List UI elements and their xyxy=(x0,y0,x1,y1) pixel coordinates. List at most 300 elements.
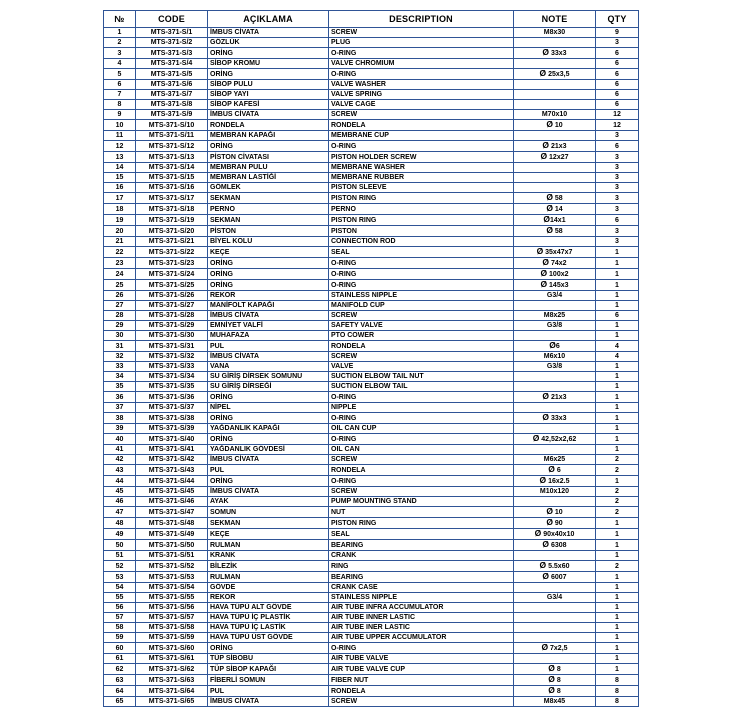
cell-qty: 2 xyxy=(596,455,639,465)
cell-note: M8x30 xyxy=(514,28,596,38)
cell-description: O-RING xyxy=(329,269,514,280)
diameter-symbol: Ø xyxy=(542,140,550,150)
cell-qty: 1 xyxy=(596,382,639,392)
cell-qty: 6 xyxy=(596,90,639,100)
cell-note xyxy=(514,497,596,507)
cell-note: Ø 90 xyxy=(514,518,596,529)
cell-qty: 1 xyxy=(596,403,639,413)
table-row xyxy=(104,331,639,341)
table-row xyxy=(104,686,639,697)
cell-qty: 1 xyxy=(596,413,639,424)
cell-no: 50 xyxy=(104,540,136,551)
cell-aciklama: HAVA TÜPÜ İÇ PLASTİK xyxy=(208,613,329,623)
diameter-symbol: Ø xyxy=(546,517,553,527)
cell-code: MTS-371-S/8 xyxy=(136,100,208,110)
diameter-symbol: Ø xyxy=(540,268,548,278)
cell-qty: 1 xyxy=(596,583,639,593)
table-row xyxy=(104,141,639,152)
cell-aciklama: SEKMAN xyxy=(208,518,329,529)
diameter-symbol: Ø xyxy=(542,571,550,581)
diameter-symbol: Ø xyxy=(542,391,550,401)
cell-no: 61 xyxy=(104,654,136,664)
cell-note: Ø 12x27 xyxy=(514,152,596,163)
cell-aciklama: SEKMAN xyxy=(208,215,329,226)
cell-qty: 1 xyxy=(596,540,639,551)
cell-note: Ø 8 xyxy=(514,664,596,675)
cell-qty: 1 xyxy=(596,551,639,561)
cell-qty: 9 xyxy=(596,28,639,38)
cell-qty: 3 xyxy=(596,131,639,141)
cell-qty: 6 xyxy=(596,80,639,90)
table-row xyxy=(104,247,639,258)
diameter-symbol: Ø xyxy=(536,246,544,256)
cell-description: OIL CAN xyxy=(329,445,514,455)
cell-description: PISTON xyxy=(329,226,514,237)
cell-description: AIR TUBE INNER LASTIC xyxy=(329,613,514,623)
cell-qty: 1 xyxy=(596,633,639,643)
cell-qty: 1 xyxy=(596,301,639,311)
cell-description: NUT xyxy=(329,507,514,518)
table-row xyxy=(104,623,639,633)
cell-description: SCREW xyxy=(329,311,514,321)
cell-description: RONDELA xyxy=(329,686,514,697)
cell-note: Ø 6007 xyxy=(514,572,596,583)
cell-qty: 6 xyxy=(596,141,639,152)
diameter-symbol: Ø xyxy=(548,464,555,474)
cell-qty: 2 xyxy=(596,487,639,497)
cell-note: M6x10 xyxy=(514,352,596,362)
cell-aciklama: PİSTON xyxy=(208,226,329,237)
cell-code: MTS-371-S/50 xyxy=(136,540,208,551)
cell-description: VALVE CAGE xyxy=(329,100,514,110)
table-row xyxy=(104,675,639,686)
table-row xyxy=(104,455,639,465)
cell-qty: 1 xyxy=(596,258,639,269)
cell-description: SCREW xyxy=(329,110,514,120)
cell-aciklama: BİYEL KOLU xyxy=(208,237,329,247)
cell-no: 36 xyxy=(104,392,136,403)
cell-no: 25 xyxy=(104,280,136,291)
cell-description: O-RING xyxy=(329,280,514,291)
cell-code: MTS-371-S/51 xyxy=(136,551,208,561)
table-row xyxy=(104,291,639,301)
cell-description: RONDELA xyxy=(329,120,514,131)
cell-note: Ø 8 xyxy=(514,675,596,686)
cell-code: MTS-371-S/32 xyxy=(136,352,208,362)
cell-no: 28 xyxy=(104,311,136,321)
cell-no: 2 xyxy=(104,38,136,48)
cell-description: SUCTION ELBOW TAIL NUT xyxy=(329,372,514,382)
cell-no: 31 xyxy=(104,341,136,352)
cell-code: MTS-371-S/46 xyxy=(136,497,208,507)
cell-code: MTS-371-S/15 xyxy=(136,173,208,183)
cell-qty: 3 xyxy=(596,237,639,247)
cell-code: MTS-371-S/63 xyxy=(136,675,208,686)
cell-code: MTS-371-S/4 xyxy=(136,59,208,69)
cell-no: 43 xyxy=(104,465,136,476)
cell-note xyxy=(514,583,596,593)
cell-no: 48 xyxy=(104,518,136,529)
table-row xyxy=(104,664,639,675)
cell-code: MTS-371-S/64 xyxy=(136,686,208,697)
cell-no: 14 xyxy=(104,163,136,173)
cell-description: MEMBRANE CUP xyxy=(329,131,514,141)
cell-note xyxy=(514,131,596,141)
cell-description: VALVE xyxy=(329,362,514,372)
cell-code: MTS-371-S/25 xyxy=(136,280,208,291)
cell-aciklama: SU GİRİŞ DİRSEĞİ xyxy=(208,382,329,392)
cell-code: MTS-371-S/28 xyxy=(136,311,208,321)
cell-aciklama: AYAK xyxy=(208,497,329,507)
cell-code: MTS-371-S/34 xyxy=(136,372,208,382)
cell-qty: 4 xyxy=(596,341,639,352)
cell-description: SCREW xyxy=(329,697,514,707)
cell-code: MTS-371-S/9 xyxy=(136,110,208,120)
cell-aciklama: ORİNG xyxy=(208,48,329,59)
cell-no: 12 xyxy=(104,141,136,152)
cell-description: NIPPLE xyxy=(329,403,514,413)
cell-qty: 6 xyxy=(596,48,639,59)
cell-qty: 1 xyxy=(596,372,639,382)
cell-code: MTS-371-S/29 xyxy=(136,321,208,331)
cell-qty: 2 xyxy=(596,497,639,507)
table-row xyxy=(104,269,639,280)
cell-qty: 2 xyxy=(596,561,639,572)
cell-no: 13 xyxy=(104,152,136,163)
cell-description: VALVE CHROMIUM xyxy=(329,59,514,69)
cell-aciklama: NİPEL xyxy=(208,403,329,413)
column-header-aciklama: AÇIKLAMA xyxy=(208,11,329,28)
cell-no: 51 xyxy=(104,551,136,561)
table-row xyxy=(104,110,639,120)
table-row xyxy=(104,593,639,603)
cell-no: 38 xyxy=(104,413,136,424)
cell-description: PISTON SLEEVE xyxy=(329,183,514,193)
cell-description: RING xyxy=(329,561,514,572)
cell-aciklama: VANA xyxy=(208,362,329,372)
table-row xyxy=(104,237,639,247)
cell-no: 46 xyxy=(104,497,136,507)
cell-aciklama: SOMUN xyxy=(208,507,329,518)
column-header-qty: QTY xyxy=(596,11,639,28)
cell-description: O-RING xyxy=(329,141,514,152)
cell-aciklama: ORİNG xyxy=(208,413,329,424)
cell-description: AIR TUBE UPPER ACCUMULATOR xyxy=(329,633,514,643)
cell-note: Ø 74x2 xyxy=(514,258,596,269)
cell-description: MEMBRANE WASHER xyxy=(329,163,514,173)
cell-note: Ø 6308 xyxy=(514,540,596,551)
cell-note xyxy=(514,237,596,247)
cell-code: MTS-371-S/57 xyxy=(136,613,208,623)
diameter-symbol: Ø xyxy=(546,119,553,129)
cell-code: MTS-371-S/47 xyxy=(136,507,208,518)
cell-aciklama: SİBOP KROMU xyxy=(208,59,329,69)
cell-aciklama: YAĞDANLIK GÖVDESİ xyxy=(208,445,329,455)
cell-description: O-RING xyxy=(329,392,514,403)
cell-aciklama: KEÇE xyxy=(208,247,329,258)
cell-code: MTS-371-S/48 xyxy=(136,518,208,529)
cell-description: PTO COWER xyxy=(329,331,514,341)
cell-aciklama: İMBUS CİVATA xyxy=(208,110,329,120)
cell-code: MTS-371-S/35 xyxy=(136,382,208,392)
cell-aciklama: REKOR xyxy=(208,291,329,301)
cell-aciklama: EMNİYET VALFİ xyxy=(208,321,329,331)
cell-aciklama: PUL xyxy=(208,341,329,352)
cell-description: PLUG xyxy=(329,38,514,48)
cell-note xyxy=(514,372,596,382)
cell-aciklama: SİBOP YAYI xyxy=(208,90,329,100)
table-row xyxy=(104,28,639,38)
cell-note xyxy=(514,623,596,633)
cell-no: 22 xyxy=(104,247,136,258)
cell-aciklama: FİBERLİ SOMUN xyxy=(208,675,329,686)
cell-no: 23 xyxy=(104,258,136,269)
cell-note: Ø 58 xyxy=(514,226,596,237)
diameter-symbol: Ø xyxy=(546,225,553,235)
table-row xyxy=(104,372,639,382)
cell-no: 34 xyxy=(104,372,136,382)
table-row xyxy=(104,131,639,141)
cell-no: 15 xyxy=(104,173,136,183)
table-row xyxy=(104,487,639,497)
cell-no: 39 xyxy=(104,424,136,434)
cell-code: MTS-371-S/26 xyxy=(136,291,208,301)
cell-qty: 3 xyxy=(596,173,639,183)
cell-note: M70x10 xyxy=(514,110,596,120)
cell-code: MTS-371-S/30 xyxy=(136,331,208,341)
cell-no: 5 xyxy=(104,69,136,80)
cell-note: G3/8 xyxy=(514,362,596,372)
cell-qty: 1 xyxy=(596,518,639,529)
cell-no: 30 xyxy=(104,331,136,341)
diameter-symbol: Ø xyxy=(540,279,548,289)
cell-code: MTS-371-S/62 xyxy=(136,664,208,675)
cell-description: O-RING xyxy=(329,413,514,424)
cell-aciklama: PERNO xyxy=(208,204,329,215)
table-row xyxy=(104,561,639,572)
cell-code: MTS-371-S/12 xyxy=(136,141,208,152)
cell-code: MTS-371-S/55 xyxy=(136,593,208,603)
table-row xyxy=(104,583,639,593)
cell-aciklama: HAVA TÜPÜ ÜST GÖVDE xyxy=(208,633,329,643)
cell-no: 32 xyxy=(104,352,136,362)
table-row xyxy=(104,413,639,424)
table-header-row xyxy=(104,11,639,28)
cell-qty: 1 xyxy=(596,445,639,455)
cell-note xyxy=(514,445,596,455)
cell-note: G3/8 xyxy=(514,321,596,331)
cell-description: SUCTION ELBOW TAIL xyxy=(329,382,514,392)
cell-description: SCREW xyxy=(329,28,514,38)
table-row xyxy=(104,497,639,507)
cell-no: 49 xyxy=(104,529,136,540)
cell-description: BEARING xyxy=(329,572,514,583)
cell-no: 40 xyxy=(104,434,136,445)
table-row xyxy=(104,311,639,321)
cell-qty: 1 xyxy=(596,572,639,583)
cell-note xyxy=(514,424,596,434)
cell-aciklama: İMBUS CİVATA xyxy=(208,455,329,465)
table-row xyxy=(104,120,639,131)
diameter-symbol: Ø xyxy=(546,192,553,202)
cell-description: O-RING xyxy=(329,476,514,487)
cell-code: MTS-371-S/54 xyxy=(136,583,208,593)
cell-aciklama: MEMBRAN LASTİĞİ xyxy=(208,173,329,183)
cell-description: CRANK CASE xyxy=(329,583,514,593)
cell-note: Ø 21x3 xyxy=(514,141,596,152)
cell-description: CONNECTION ROD xyxy=(329,237,514,247)
cell-note: Ø 145x3 xyxy=(514,280,596,291)
cell-qty: 3 xyxy=(596,204,639,215)
cell-qty: 12 xyxy=(596,110,639,120)
cell-code: MTS-371-S/1 xyxy=(136,28,208,38)
table-row xyxy=(104,540,639,551)
cell-note: Ø 100x2 xyxy=(514,269,596,280)
cell-aciklama: REKOR xyxy=(208,593,329,603)
cell-code: MTS-371-S/36 xyxy=(136,392,208,403)
cell-description: STAINLESS NIPPLE xyxy=(329,593,514,603)
cell-no: 18 xyxy=(104,204,136,215)
cell-aciklama: ORİNG xyxy=(208,434,329,445)
cell-code: MTS-371-S/23 xyxy=(136,258,208,269)
table-row xyxy=(104,434,639,445)
cell-note: Ø6 xyxy=(514,341,596,352)
cell-no: 7 xyxy=(104,90,136,100)
cell-note xyxy=(514,551,596,561)
cell-note: G3/4 xyxy=(514,593,596,603)
cell-aciklama: GÖZLÜK xyxy=(208,38,329,48)
cell-qty: 1 xyxy=(596,664,639,675)
table-row xyxy=(104,352,639,362)
cell-qty: 6 xyxy=(596,59,639,69)
table-row xyxy=(104,48,639,59)
cell-description: O-RING xyxy=(329,48,514,59)
cell-no: 9 xyxy=(104,110,136,120)
cell-description: MANIFOLD CUP xyxy=(329,301,514,311)
cell-note xyxy=(514,38,596,48)
table-row xyxy=(104,90,639,100)
cell-note: Ø 25x3,5 xyxy=(514,69,596,80)
cell-no: 11 xyxy=(104,131,136,141)
cell-note xyxy=(514,382,596,392)
cell-no: 45 xyxy=(104,487,136,497)
cell-note xyxy=(514,163,596,173)
cell-aciklama: İMBUS CİVATA xyxy=(208,311,329,321)
diameter-symbol: Ø xyxy=(532,433,540,443)
cell-aciklama: ORİNG xyxy=(208,476,329,487)
cell-no: 27 xyxy=(104,301,136,311)
cell-qty: 6 xyxy=(596,215,639,226)
cell-aciklama: MANİFOLT KAPAĞI xyxy=(208,301,329,311)
cell-note: Ø 90x40x10 xyxy=(514,529,596,540)
cell-no: 26 xyxy=(104,291,136,301)
diameter-symbol: Ø xyxy=(539,475,547,485)
cell-no: 10 xyxy=(104,120,136,131)
cell-aciklama: İMBUS CİVATA xyxy=(208,697,329,707)
table-row xyxy=(104,445,639,455)
cell-aciklama: HAVA TÜPÜ İÇ LASTİK xyxy=(208,623,329,633)
cell-aciklama: TÜP SİBOBU xyxy=(208,654,329,664)
cell-qty: 2 xyxy=(596,507,639,518)
cell-aciklama: ORİNG xyxy=(208,280,329,291)
cell-qty: 8 xyxy=(596,697,639,707)
cell-qty: 12 xyxy=(596,120,639,131)
table-row xyxy=(104,183,639,193)
cell-code: MTS-371-S/59 xyxy=(136,633,208,643)
table-row xyxy=(104,518,639,529)
cell-qty: 1 xyxy=(596,291,639,301)
cell-note xyxy=(514,603,596,613)
table-row xyxy=(104,341,639,352)
cell-code: MTS-371-S/44 xyxy=(136,476,208,487)
cell-description: O-RING xyxy=(329,434,514,445)
diameter-symbol: Ø xyxy=(548,674,555,684)
table-row xyxy=(104,654,639,664)
table-row xyxy=(104,80,639,90)
cell-code: MTS-371-S/61 xyxy=(136,654,208,664)
cell-description: BEARING xyxy=(329,540,514,551)
cell-note xyxy=(514,173,596,183)
cell-code: MTS-371-S/2 xyxy=(136,38,208,48)
cell-aciklama: SİBOP PULU xyxy=(208,80,329,90)
cell-description: PISTON RING xyxy=(329,215,514,226)
cell-description: VALVE WASHER xyxy=(329,80,514,90)
column-header-description: DESCRIPTION xyxy=(329,11,514,28)
diameter-symbol: Ø xyxy=(542,539,550,549)
diameter-symbol: Ø xyxy=(542,412,550,422)
cell-description: PISTON RING xyxy=(329,518,514,529)
cell-qty: 1 xyxy=(596,654,639,664)
cell-no: 52 xyxy=(104,561,136,572)
cell-aciklama: TÜP SİBOP KAPAĞI xyxy=(208,664,329,675)
cell-no: 4 xyxy=(104,59,136,69)
diameter-symbol: Ø xyxy=(534,528,542,538)
cell-description: O-RING xyxy=(329,69,514,80)
cell-code: MTS-371-S/33 xyxy=(136,362,208,372)
cell-code: MTS-371-S/60 xyxy=(136,643,208,654)
table-row xyxy=(104,382,639,392)
cell-aciklama: PİSTON CİVATASI xyxy=(208,152,329,163)
cell-note xyxy=(514,90,596,100)
table-row xyxy=(104,424,639,434)
cell-aciklama: HAVA TÜPÜ ALT GÖVDE xyxy=(208,603,329,613)
cell-aciklama: SİBOP KAFESİ xyxy=(208,100,329,110)
cell-no: 58 xyxy=(104,623,136,633)
cell-qty: 1 xyxy=(596,269,639,280)
cell-code: MTS-371-S/22 xyxy=(136,247,208,258)
cell-no: 57 xyxy=(104,613,136,623)
cell-no: 60 xyxy=(104,643,136,654)
table-row xyxy=(104,697,639,707)
cell-note: Ø 8 xyxy=(514,686,596,697)
table-header xyxy=(104,11,639,28)
cell-code: MTS-371-S/16 xyxy=(136,183,208,193)
cell-code: MTS-371-S/56 xyxy=(136,603,208,613)
cell-note xyxy=(514,613,596,623)
cell-description: SCREW xyxy=(329,352,514,362)
table-row xyxy=(104,226,639,237)
cell-note xyxy=(514,80,596,90)
table-row xyxy=(104,465,639,476)
table-row xyxy=(104,321,639,331)
cell-no: 3 xyxy=(104,48,136,59)
cell-qty: 1 xyxy=(596,247,639,258)
diameter-symbol: Ø xyxy=(540,151,548,161)
table-row xyxy=(104,163,639,173)
table-row xyxy=(104,507,639,518)
diameter-symbol: Ø xyxy=(539,560,547,570)
cell-description: PISTON HOLDER SCREW xyxy=(329,152,514,163)
